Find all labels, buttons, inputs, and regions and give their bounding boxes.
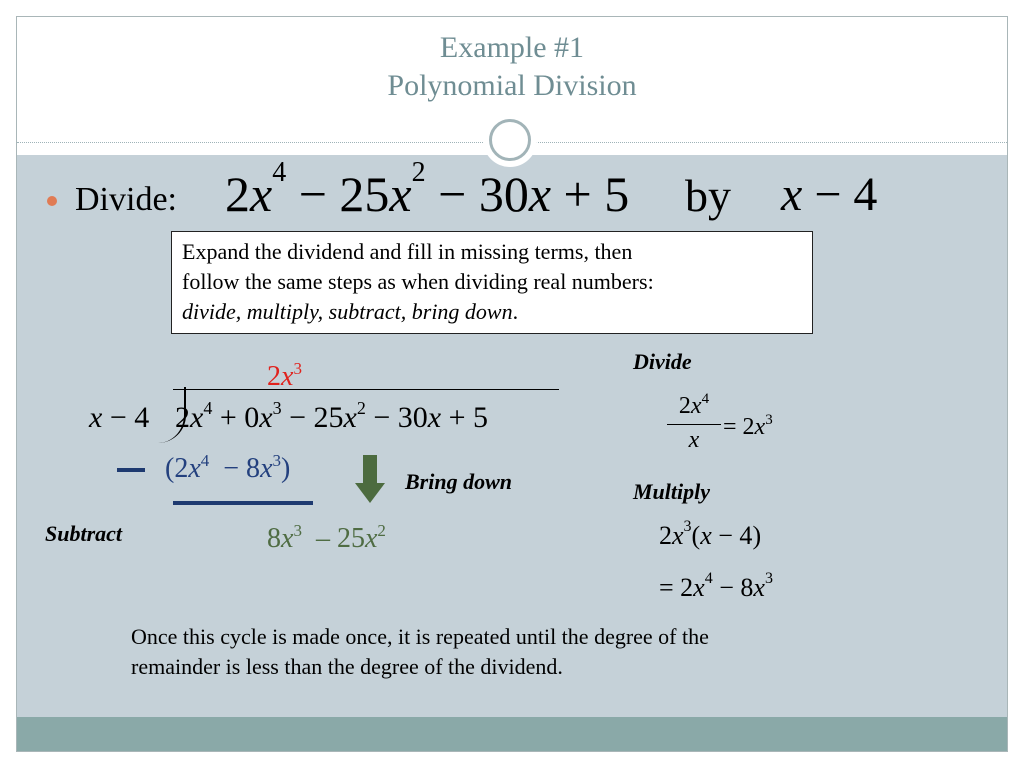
product-row: $(2x^4 - 8x^3)$ xyxy=(165,451,291,484)
multiply-step-label: Multiply xyxy=(633,479,711,504)
long-division-dividend: $2x^4 + 0x^3 - 25x^2 - 30x + 5$ xyxy=(175,398,488,434)
instruction-box: Expand the dividend and fill in missing terms, then follow the same steps as when dividing real numbers: divide, multiply, subtract, bring down. xyxy=(171,231,813,334)
title-line-2: Polynomial Division xyxy=(387,69,637,102)
title-line-1: Example #1 xyxy=(439,31,585,64)
divide-step-label: Divide xyxy=(633,349,692,374)
by-word: by xyxy=(685,170,731,221)
divider-circle-ornament xyxy=(483,113,537,167)
bullet-dot-icon xyxy=(47,196,57,206)
slide-frame xyxy=(16,16,1008,752)
multiply-result: = $2x^4 - 8x^3$ xyxy=(659,570,773,602)
division-bar xyxy=(173,389,559,390)
divide-result: = $2x^3$ xyxy=(723,412,773,440)
quotient-term: $2x^3$ xyxy=(267,359,302,392)
remainder-row: $8x^3 - 25x^2$ xyxy=(267,521,386,554)
closing-note: Once this cycle is made once, it is repeated until the degree of the remainder is less than the degree of the dividend. xyxy=(131,624,709,679)
bring-down-arrow-head-icon xyxy=(355,483,385,503)
bring-down-arrow-icon xyxy=(363,455,377,483)
subtract-sign xyxy=(117,468,145,472)
problem-divisor: x − 4 xyxy=(781,168,878,221)
bullet-label: Divide: xyxy=(75,181,177,218)
divide-fraction: $2x^4$ x xyxy=(667,393,721,454)
subtraction-underline xyxy=(173,501,313,505)
subtract-label: Subtract xyxy=(45,521,123,546)
bring-down-label: Bring down xyxy=(405,469,512,494)
long-division-divisor: x − 4 xyxy=(89,401,150,434)
multiply-expression: $2x^3(x - 4)$ xyxy=(659,518,762,550)
footer-band xyxy=(17,717,1007,751)
problem-expression: $2x^4 - 25x^2 - 30x + 5$ xyxy=(225,157,630,222)
slide-title xyxy=(17,29,1007,105)
